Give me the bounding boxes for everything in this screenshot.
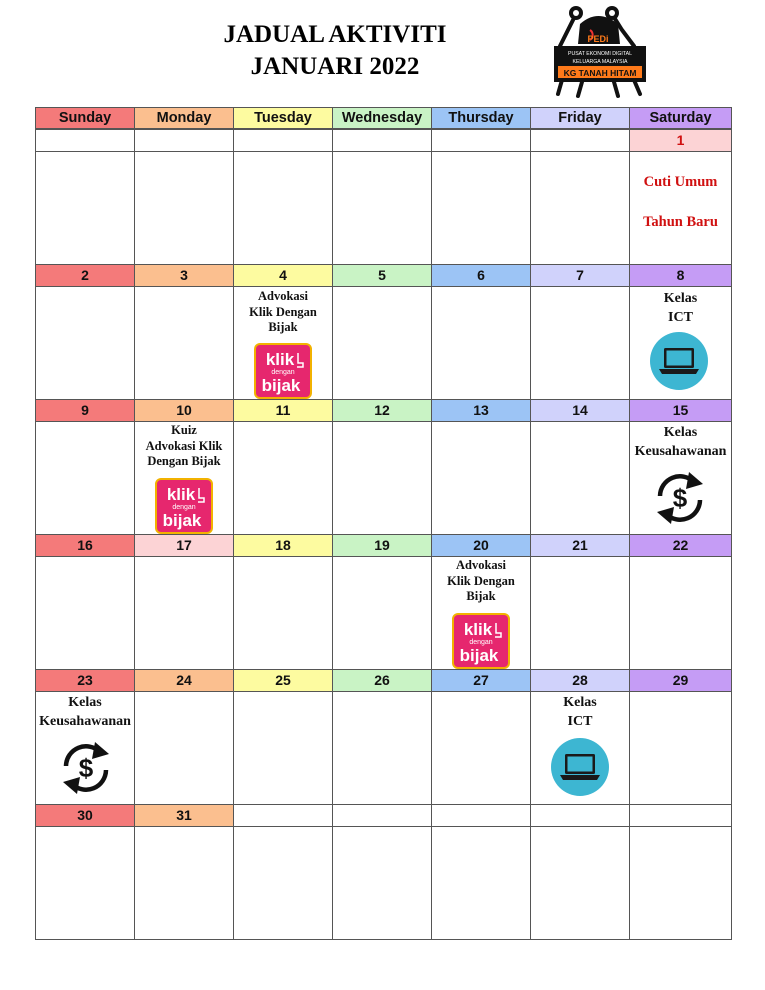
event-text: ICT [567,714,593,729]
date-number: 4 [233,264,333,287]
day-cell[interactable] [530,691,630,805]
day-cell[interactable] [629,691,732,805]
day-cell[interactable] [431,421,531,535]
date-number: 19 [332,534,432,557]
day-header-sunday: Sunday [35,107,135,129]
date-number [233,804,333,827]
day-cell[interactable] [629,556,732,670]
day-header-saturday: Saturday [629,107,732,129]
day-cell[interactable] [431,691,531,805]
day-cell[interactable] [233,556,333,670]
event-text: ICT [668,310,693,325]
day-cell[interactable] [134,826,234,940]
day-cell[interactable] [332,826,432,940]
day-cell[interactable] [134,151,234,265]
date-number: 29 [629,669,732,692]
date-number: 7 [530,264,630,287]
event-text: Advokasi [455,558,507,572]
day-cell[interactable] [530,151,630,265]
date-number: 14 [530,399,630,422]
laptop-icon [550,737,610,802]
date-number [530,129,630,152]
date-number: 21 [530,534,630,557]
title-line-2: JANUARI 2022 [250,53,420,80]
day-cell[interactable] [35,286,135,400]
date-number: 11 [233,399,333,422]
date-number: 5 [332,264,432,287]
day-header-friday: Friday [530,107,630,129]
day-cell[interactable] [332,286,432,400]
day-cell[interactable] [431,826,531,940]
klik-dengan-bijak-icon [254,343,312,404]
day-cell[interactable] [233,286,333,400]
event-text: Keusahawanan [634,444,727,459]
day-cell[interactable] [530,421,630,535]
day-cell[interactable] [332,421,432,535]
date-number [332,804,432,827]
day-cell[interactable] [134,421,234,535]
logo-line-1: PUSAT EKONOMI DIGITAL [568,51,632,57]
date-number [431,804,531,827]
day-cell[interactable] [134,556,234,670]
day-cell[interactable] [233,691,333,805]
event-text: Dengan Bijak [147,454,221,468]
holiday-text: Cuti Umum [643,174,718,190]
event-text: Kelas [563,695,597,710]
svg-text:bijak: bijak [162,511,202,530]
svg-text:klik: klik [265,350,295,369]
date-number: 13 [431,399,531,422]
logo-location: KG TANAH HITAM [563,68,637,78]
svg-text:dengan: dengan [469,639,493,646]
date-number: 30 [35,804,135,827]
day-cell[interactable] [35,151,135,265]
date-number: 1 [629,129,732,152]
date-number: 16 [35,534,135,557]
date-number [35,129,135,152]
event-text: Advokasi Klik [145,438,223,453]
day-cell[interactable] [431,286,531,400]
day-cell[interactable] [332,556,432,670]
date-number [134,129,234,152]
laptop-icon [649,331,709,396]
date-number: 17 [134,534,234,557]
date-number [530,804,630,827]
day-header-tuesday: Tuesday [233,107,333,129]
day-cell[interactable] [629,151,732,265]
date-number: 18 [233,534,333,557]
day-cell[interactable] [530,556,630,670]
date-number: 15 [629,399,732,422]
day-cell[interactable] [629,826,732,940]
day-cell[interactable] [35,826,135,940]
date-number: 22 [629,534,732,557]
day-cell[interactable] [233,421,333,535]
logo-line-2: KELUARGA MALAYSIA [572,59,628,65]
event-text: Kelas [663,291,698,306]
event-text: Kuiz [171,423,197,437]
day-cell[interactable] [332,691,432,805]
day-cell[interactable] [35,421,135,535]
date-number: 28 [530,669,630,692]
date-number [332,129,432,152]
day-cell[interactable] [134,691,234,805]
date-number: 6 [431,264,531,287]
date-number: 20 [431,534,531,557]
event-text: Kelas [663,425,698,440]
event-text: Klik Dengan [249,304,317,319]
event-text: Bijak [466,589,496,603]
svg-text:bijak: bijak [459,646,499,665]
svg-text:dengan: dengan [271,369,295,376]
svg-text:$: $ [78,753,94,783]
day-cell[interactable] [233,826,333,940]
day-cell[interactable] [431,151,531,265]
day-cell[interactable] [233,151,333,265]
day-header-wednesday: Wednesday [332,107,432,129]
dollar-cycle-icon [53,738,119,803]
day-cell[interactable] [530,826,630,940]
klik-dengan-bijak-icon [452,613,510,674]
klik-dengan-bijak-icon [155,478,213,539]
date-number: 9 [35,399,135,422]
day-cell[interactable] [629,421,732,535]
svg-text:$: $ [672,483,688,513]
day-cell[interactable] [530,286,630,400]
event-text: Advokasi [257,289,309,303]
day-cell[interactable] [35,691,135,805]
svg-text:klik: klik [166,485,196,504]
title-line-1: JADUAL AKTIVITI [223,21,447,48]
logo-brand-text: PEDi [587,34,609,44]
event-text: Keusahawanan [39,714,131,729]
date-number: 31 [134,804,234,827]
date-number [629,804,732,827]
date-number: 27 [431,669,531,692]
date-number [233,129,333,152]
event-text: Bijak [268,320,298,334]
day-cell[interactable] [431,556,531,670]
svg-text:dengan: dengan [172,504,196,511]
date-number: 3 [134,264,234,287]
date-number [431,129,531,152]
day-cell[interactable] [629,286,732,400]
svg-text:bijak: bijak [261,376,301,395]
event-text: Kelas [68,695,102,710]
date-number: 12 [332,399,432,422]
day-cell[interactable] [134,286,234,400]
day-cell[interactable] [332,151,432,265]
day-cell[interactable] [35,556,135,670]
date-number: 2 [35,264,135,287]
date-number: 10 [134,399,234,422]
holiday-text: Tahun Baru [643,214,718,230]
date-number: 8 [629,264,732,287]
dollar-cycle-icon [647,468,713,533]
pedi-logo [548,2,652,102]
date-number: 24 [134,669,234,692]
event-text: Klik Dengan [447,573,515,588]
date-number: 25 [233,669,333,692]
date-number: 23 [35,669,135,692]
day-header-monday: Monday [134,107,234,129]
day-header-thursday: Thursday [431,107,531,129]
date-number: 26 [332,669,432,692]
svg-text:klik: klik [463,620,493,639]
